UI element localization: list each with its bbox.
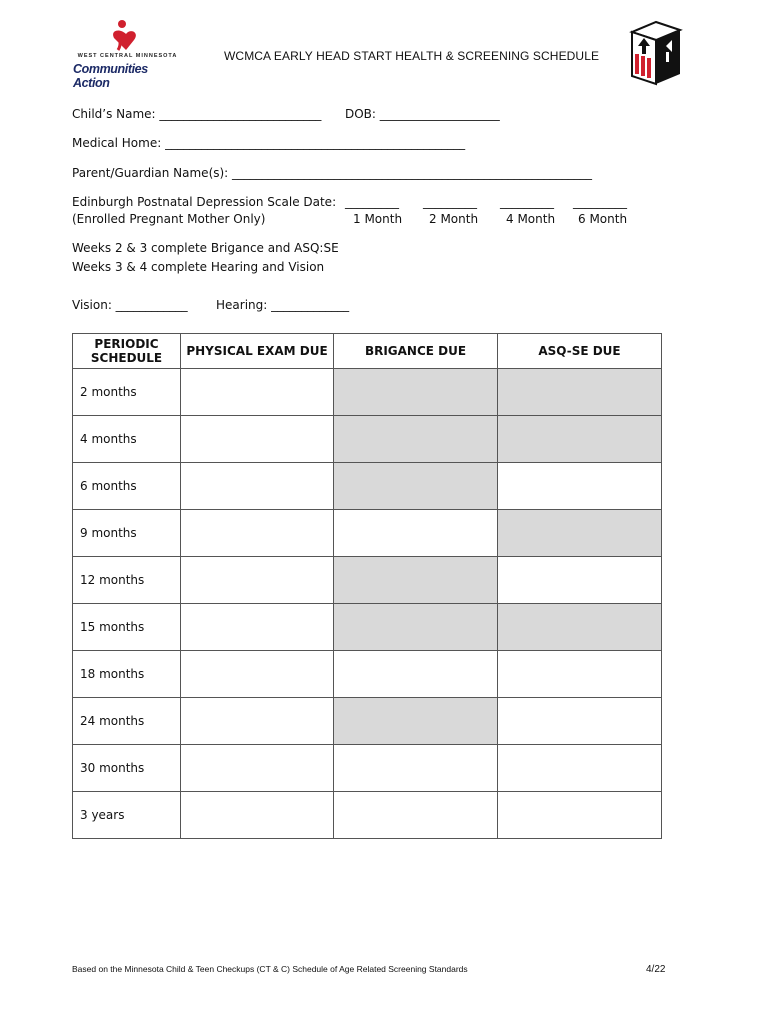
asq-se-cell	[498, 510, 662, 557]
table-row	[73, 745, 662, 792]
table-row	[73, 416, 662, 463]
physical-exam-cell[interactable]	[181, 698, 334, 745]
age-label-cell: 12 months	[73, 557, 181, 604]
brigance-header: BRIGANCE DUE	[334, 334, 498, 369]
epds-date-3-blank[interactable]: _________	[500, 195, 554, 209]
schedule-note-1: Weeks 2 & 3 complete Brigance and ASQ:SE	[72, 241, 339, 255]
age-label-cell: 15 months	[73, 604, 181, 651]
brigance-cell	[334, 698, 498, 745]
age-label-cell: 3 years	[73, 792, 181, 839]
table-row	[73, 792, 662, 839]
physical-exam-cell[interactable]	[181, 651, 334, 698]
asq-se-cell[interactable]	[498, 698, 662, 745]
logo-org-text: WEST CENTRAL MINNESOTA	[77, 53, 178, 59]
physical-exam-cell[interactable]	[181, 792, 334, 839]
epds-month-4: 6 Month	[578, 212, 628, 226]
brigance-cell	[334, 416, 498, 463]
epds-month-2: 2 Month	[429, 212, 479, 226]
physical-exam-cell[interactable]	[181, 369, 334, 416]
epds-sublabel: (Enrolled Pregnant Mother Only)	[72, 212, 266, 226]
age-label-cell: 18 months	[73, 651, 181, 698]
epds-label: Edinburgh Postnatal Depression Scale Date:	[72, 195, 337, 209]
brigance-cell	[334, 557, 498, 604]
brigance-cell	[334, 604, 498, 651]
hearing-field[interactable]: Hearing: _____________	[216, 298, 350, 312]
physical-exam-cell[interactable]	[181, 463, 334, 510]
physical-exam-cell[interactable]	[181, 416, 334, 463]
table-row	[73, 463, 662, 510]
brigance-cell[interactable]	[334, 792, 498, 839]
physical-exam-cell[interactable]	[181, 604, 334, 651]
guardian-name-field[interactable]: Parent/Guardian Name(s): ____________________________________________________________	[72, 166, 593, 180]
age-label-cell: 9 months	[73, 510, 181, 557]
brigance-cell[interactable]	[334, 745, 498, 792]
epds-month-3: 4 Month	[506, 212, 556, 226]
table-row	[73, 557, 662, 604]
brigance-cell	[334, 463, 498, 510]
table-header-row	[73, 334, 662, 369]
physical-exam-cell[interactable]	[181, 557, 334, 604]
asq-se-cell[interactable]	[498, 557, 662, 604]
physical-exam-cell[interactable]	[181, 745, 334, 792]
revision-date: 4/22	[646, 964, 666, 975]
table-row	[73, 510, 662, 557]
medical-home-field[interactable]: Medical Home: __________________________________________________	[72, 136, 466, 150]
vision-field[interactable]: Vision: ____________	[72, 298, 188, 312]
organization-logo	[70, 18, 185, 90]
asq-se-cell[interactable]	[498, 651, 662, 698]
asq-se-cell	[498, 604, 662, 651]
logo-name-text: Communities Action	[73, 62, 148, 90]
periodic-schedule-header: PERIODIC SCHEDULE	[73, 334, 181, 369]
age-label-cell: 4 months	[73, 416, 181, 463]
brigance-cell[interactable]	[334, 651, 498, 698]
page-title: WCMCA EARLY HEAD START HEALTH & SCREENING SCHEDULE	[224, 49, 600, 63]
brigance-cell	[334, 369, 498, 416]
table-row	[73, 604, 662, 651]
source-footnote: Based on the Minnesota Child & Teen Checkups (CT & C) Schedule of Age Related Screening Standards	[72, 964, 468, 974]
epds-month-1: 1 Month	[353, 212, 403, 226]
heart-figure-icon	[70, 18, 185, 54]
schedule-note-2: Weeks 3 & 4 complete Hearing and Vision	[72, 260, 325, 274]
asq-se-cell[interactable]	[498, 745, 662, 792]
asq-se-cell[interactable]	[498, 792, 662, 839]
asq-se-cell	[498, 369, 662, 416]
screening-schedule-table	[72, 333, 662, 839]
asq-se-header: ASQ-SE DUE	[498, 334, 662, 369]
head-start-block-icon	[626, 18, 684, 86]
table-row	[73, 369, 662, 416]
age-label-cell: 30 months	[73, 745, 181, 792]
asq-se-cell	[498, 416, 662, 463]
table-row	[73, 698, 662, 745]
physical-exam-header: PHYSICAL EXAM DUE	[181, 334, 334, 369]
brigance-cell[interactable]	[334, 510, 498, 557]
age-label-cell: 2 months	[73, 369, 181, 416]
epds-date-4-blank[interactable]: _________	[573, 195, 627, 209]
physical-exam-cell[interactable]	[181, 510, 334, 557]
age-label-cell: 6 months	[73, 463, 181, 510]
table-row	[73, 651, 662, 698]
epds-date-1-blank[interactable]: _________	[345, 195, 399, 209]
asq-se-cell[interactable]	[498, 463, 662, 510]
age-label-cell: 24 months	[73, 698, 181, 745]
childs-name-field[interactable]: Child’s Name: ___________________________	[72, 107, 322, 121]
dob-field[interactable]: DOB: ____________________	[345, 107, 500, 121]
epds-date-2-blank[interactable]: _________	[423, 195, 477, 209]
